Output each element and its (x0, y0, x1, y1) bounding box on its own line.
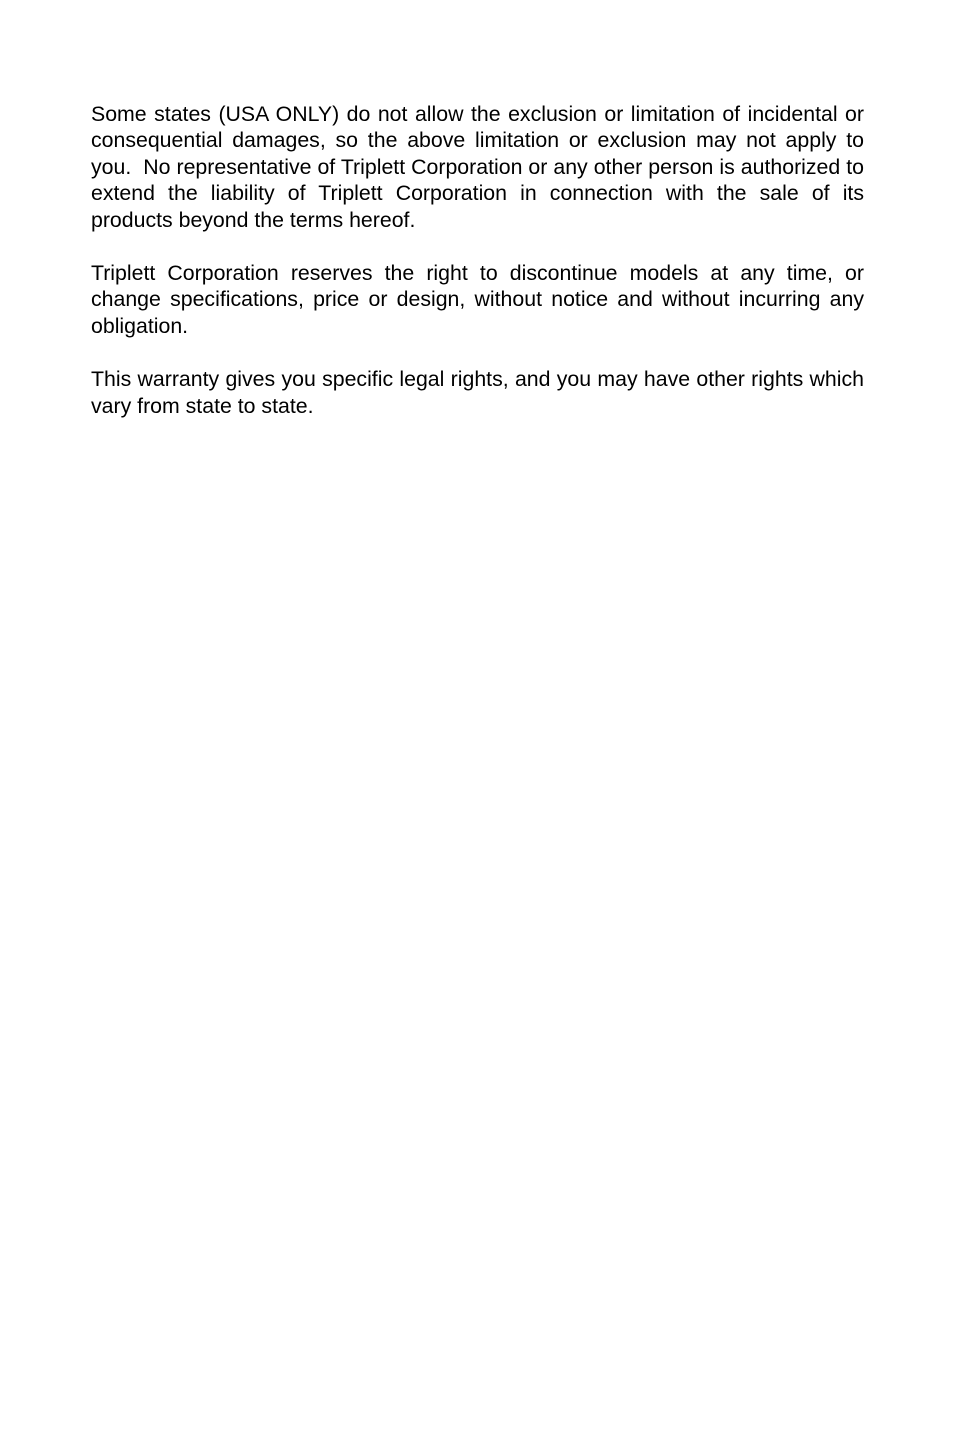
paragraph-limitation-of-damages: Some states (USA ONLY) do not allow the exclusion or limitation of incidental or consequential damages, so the above limitation or exclusion may not apply to you. No representative of Triplett Corporation or any other person is authorized to extend the liability of Triplett Corporation in connection with the sale of its products beyond the terms hereof. (91, 102, 870, 232)
paragraph-right-to-discontinue: Triplett Corporation reserves the right to discontinue models at any time, or change specifications, price or design, without notice and without incurring any obligation. (91, 261, 870, 338)
paragraph-legal-rights: This warranty gives you specific legal rights, and you may have other rights which vary from state to state. (91, 367, 870, 418)
document-page (91, 101, 870, 446)
